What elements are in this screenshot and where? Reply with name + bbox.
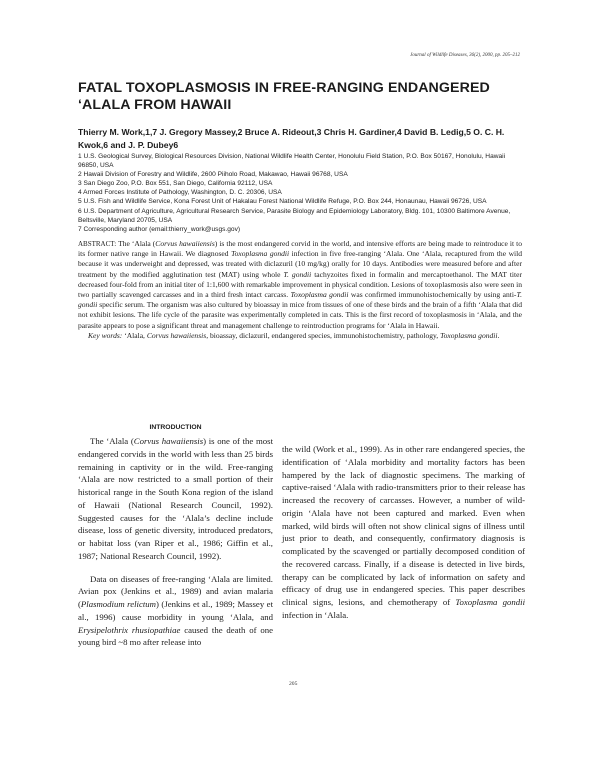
keywords-species-name: Corvus hawaiiensis <box>146 330 207 340</box>
page-number: 205 <box>289 681 298 687</box>
keywords-text: . <box>497 330 500 340</box>
journal-header: Journal of Wildlife Diseases, 36(2), 2000, pp. 205–212 <box>410 53 520 58</box>
abstract-species-name: Corvus hawaiiensis <box>155 239 215 248</box>
abstract-text: was confirmed immunohistochemically by using anti- <box>348 290 517 300</box>
species-name: Erysipelothrix rhusiopathiae <box>78 624 181 635</box>
abstract <box>78 239 522 341</box>
body-text: ) (Jenkins et al., 1989; Massey et al., 1996) cause morbidity in young ‘Alala, and <box>78 599 273 622</box>
author-list: Thierry M. Work,1,7 J. Gregory Massey,2 Bruce A. Rideout,3 Chris H. Gardiner,4 David B. Ledig,5 O. C. H. Kwok,6 and J. P. Dubey6 <box>78 127 505 150</box>
body-text: infection in ‘Alala. <box>282 609 349 620</box>
abstract-label: ABSTRACT: <box>78 240 117 248</box>
abstract-text: The ‘Alala ( <box>116 239 156 248</box>
keywords <box>78 331 522 341</box>
abstract-parasite-name: T. gondii <box>283 269 312 279</box>
affiliations <box>78 152 526 234</box>
left-column <box>78 435 273 649</box>
affiliation-5: 5 U.S. Fish and Wildlife Service, Kona Forest Unit of Hakalau Forest National Wildlife Refuge, P.O. Box 244, Honaunau, Hawaii 96726, USA <box>78 198 487 206</box>
body-text: the wild (Work et al., 1999). As in other rare endangered species, the identification of ‘Alala morbidity and mortality factors has been hampered by the lack of diagnostic specimens. The marking of captive-raised ‘Alala with radio-transmitters prior to their release has increased the recovery of carcasses. However, a number of wild-origin ‘Alala have not been captured and marked. Even when marked, wild birds will often not show clinical signs of illness until just prior to death, and consequently, confirmatory diagnosis is complicated by the scavenged or partially decomposed condition of the recovered carcass. Finally, if a disease is detected in live birds, therapy can be complicated by lack of information on safety and efficacy of drug use in endangered species. This paper describes clinical signs, lesions, and chemotherapy of <box>282 444 525 607</box>
affiliation-2: 2 Hawaii Division of Forestry and Wildlife, 2600 Piiholo Road, Makawao, Hawaii 96768, USA <box>78 171 348 179</box>
abstract-body <box>78 239 522 331</box>
species-name: Plasmodium relictum <box>80 599 156 609</box>
body-text: The ‘Alala ( <box>90 436 134 446</box>
keywords-label: Key words: <box>88 330 123 340</box>
body-text: ) is one of the most endangered corvids in the world with less than 25 birds remaining in captivity or in the wild. Free-ranging ‘Alala are now restricted to a small portion of their historical range in the South Kona region of the island of Hawaii (National Research Council, 1992). Suggested causes for the ‘Alala’s decline include disease, loss of genetic diversity, introduced predators, or habitat loss (van Riper et al., 1986; Giffin et al., 1987; National Research Council, 1992). <box>78 436 273 561</box>
abstract-text: tachyzoites fixed in formalin and mercaptoethanol. The MAT titer decreased four-fold from an initial titer of 1:1,600 with remarkable improvement in physical condition. Lesions of toxoplasmosis also were seen in two partially scavenged carcasses and in a third fresh intact carcass. <box>78 269 522 300</box>
keywords-parasite-name: Toxoplasma gondii <box>440 330 498 340</box>
affiliation-3: 3 San Diego Zoo, P.O. Box 551, San Diego, California 92112, USA <box>78 180 273 188</box>
keywords-text: ‘Alala, <box>122 330 147 340</box>
species-name: Toxoplasma gondii <box>455 597 525 607</box>
abstract-parasite-name: Toxoplasma gondii <box>231 249 290 259</box>
abstract-parasite-name: Toxoplasma gondii <box>290 290 349 300</box>
article-title: FATAL TOXOPLASMOSIS IN FREE-RANGING ENDANGERED ‘ALALA FROM HAWAII <box>78 80 490 113</box>
abstract-text: specific serum. The organism was also cultured by bioassay in mice from tissues of one of these birds and the brain of a fifth ‘Alala that did not exhibit lesions. The life cycle of the parasite was experimentally completed in cats. This is the first record of toxoplasmosis in ‘Alala, and the parasite appears to pose a significant threat and management challenge to reintroduction programs for ‘Alala in Hawaii. <box>78 300 522 330</box>
intro-paragraph-2 <box>78 573 273 650</box>
body-text: caused the death of one young bird ~8 mo after release into <box>78 624 273 648</box>
body-text: Data on diseases of free-ranging ‘Alala are limited. Avian pox (Jenkins et al., 1989) and avian malaria ( <box>78 573 273 609</box>
affiliation-6: 6 U.S. Department of Agriculture, Agricultural Research Service, Parasite Biology and Epidemiology Laboratory, Bldg. 101, 10300 Baltimore Avenue, Beltsville, Maryland 20705, USA <box>78 207 511 224</box>
affiliation-4: 4 Armed Forces Institute of Pathology, Washington, D. C. 20306, USA <box>78 189 282 197</box>
abstract-text: infection in five free-ranging ‘Alala. One ‘Alala, recaptured from the wild because it was underweight and depressed, was treated with diclazuril (10 mg/kg) orally for 10 days. Antibodies were measured before and after treatment by the modified agglutination test (MAT) using whole <box>78 249 522 279</box>
keywords-text: , bioassay, diclazuril, endangered species, immunohistochemistry, pathology, <box>206 330 441 340</box>
abstract-text: ) is the most endangered corvid in the world, and intensive efforts are being made to reintroduce it to its former native range in Hawaii. We diagnosed <box>78 239 522 259</box>
introduction-heading: INTRODUCTION <box>149 424 202 431</box>
abstract-parasite-name: T. gondii <box>78 290 522 310</box>
right-column <box>282 443 525 622</box>
intro-paragraph-1 <box>78 435 273 563</box>
affiliation-1: 1 U.S. Geological Survey, Biological Resources Division, National Wildlife Health Center, Honolulu Field Station, P.O. Box 50167, Honolulu, Hawaii 96850, USA <box>78 153 506 170</box>
intro-paragraph-continued <box>282 443 525 622</box>
affiliation-7: 7 Corresponding author (email:thierry_work@usgs.gov) <box>78 225 241 233</box>
species-name: Corvus hawaiiensis <box>133 436 204 446</box>
